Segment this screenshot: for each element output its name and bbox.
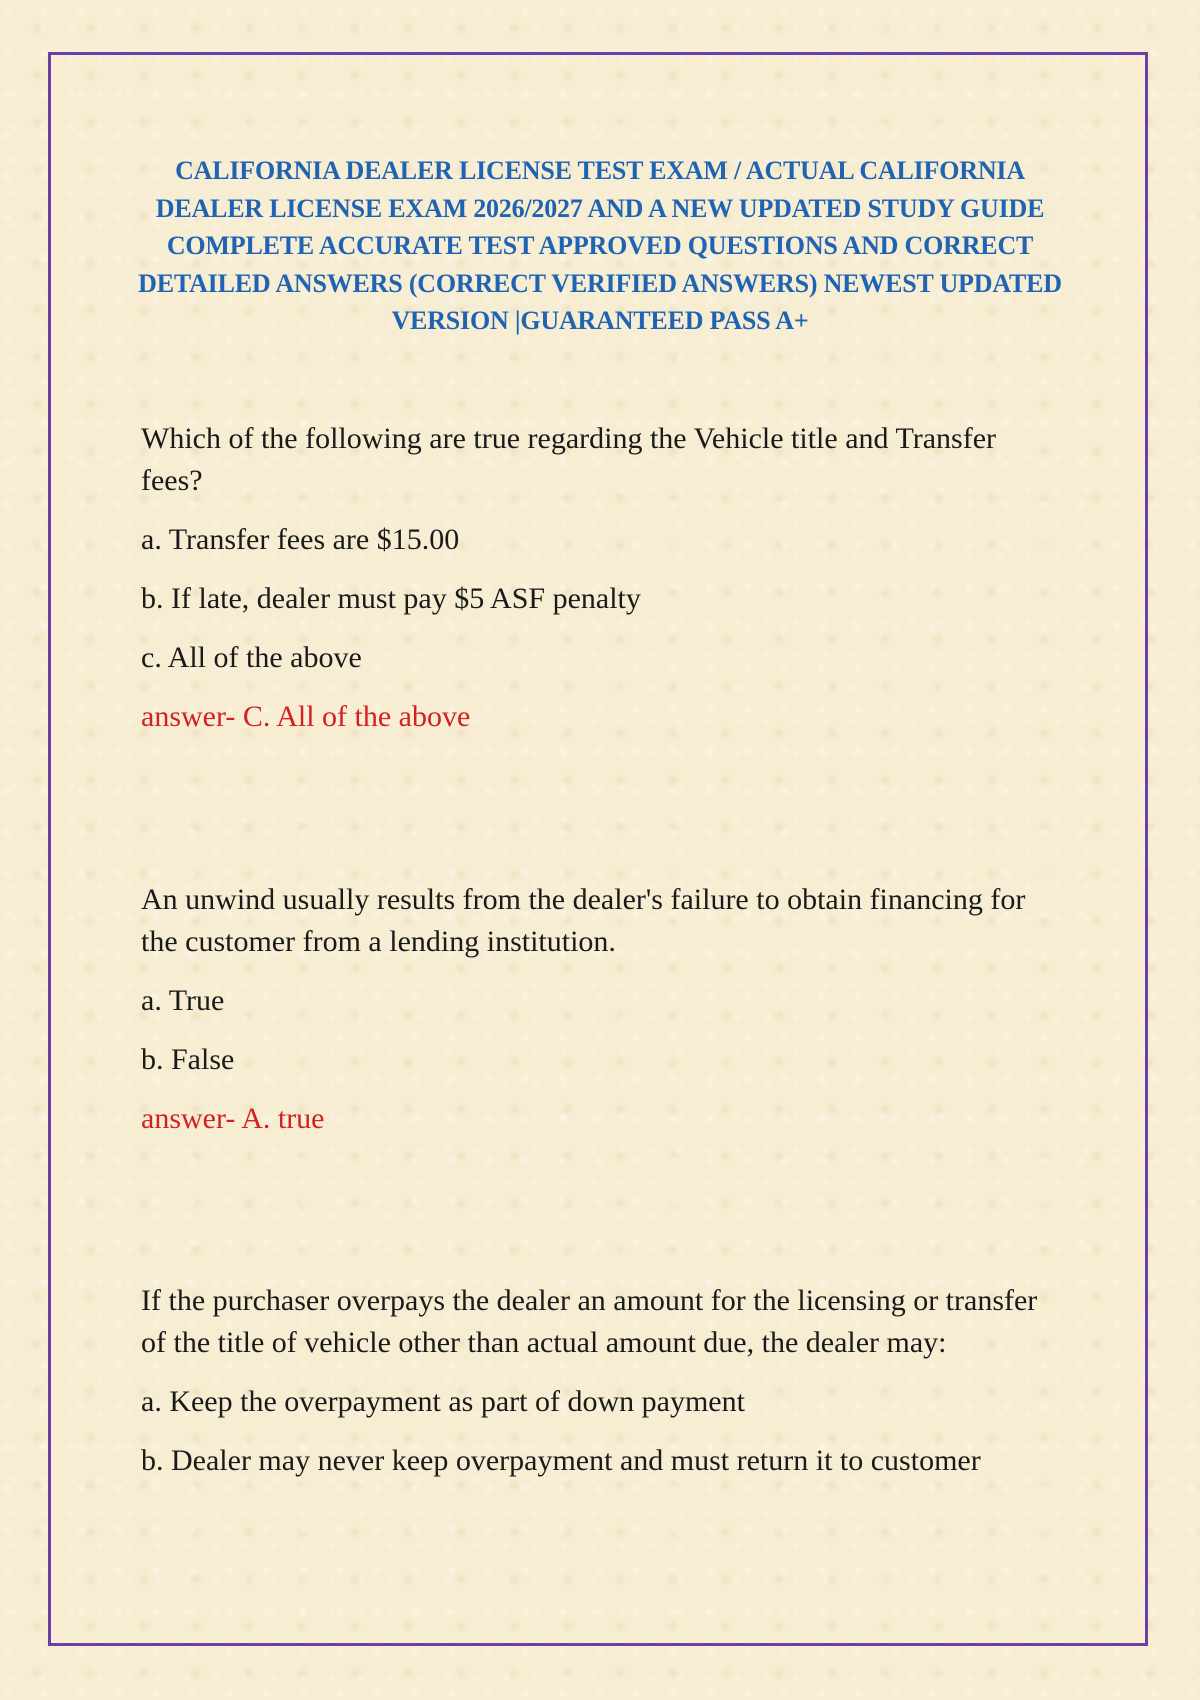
answer-option: b. Dealer may never keep overpayment and must return it to customer (141, 1444, 981, 1477)
correct-answer: answer- C. All of the above (141, 700, 471, 733)
answer-option: b. False (141, 1043, 235, 1076)
answer-option: a. Keep the overpayment as part of down payment (141, 1385, 745, 1418)
document-title: CALIFORNIA DEALER LICENSE TEST EXAM / ACTUAL CALIFORNIA DEALER LICENSE EXAM 2026/2027 AND A NEW UPDATED STUDY GUIDE COMPLETE ACCURATE TEST APPROVED QUESTIONS AND CORRECT DETAILED ANSWERS (CORRECT VERIFIED ANSWERS) NEWEST UPDATED VERSION |GUARANTEED PASS A+ (138, 156, 1062, 335)
answer-option: a. True (141, 984, 225, 1017)
question-text: Which of the following are true regarding the Vehicle title and Transfer fees? (141, 422, 997, 497)
answer-option: c. All of the above (141, 641, 362, 674)
question-block-3 (141, 1280, 1061, 1482)
correct-answer: answer- A. true (141, 1102, 325, 1135)
question-block-2 (141, 879, 1061, 1140)
answer-option: a. Transfer fees are $15.00 (141, 523, 460, 556)
question-text: An unwind usually results from the dealer's failure to obtain financing for the customer from a lending institution. (141, 883, 1026, 958)
question-block-1 (141, 418, 1061, 738)
answer-option: b. If late, dealer must pay $5 ASF penalty (141, 582, 641, 615)
question-text: If the purchaser overpays the dealer an amount for the licensing or transfer of the title of vehicle other than actual amount due, the dealer may: (141, 1284, 1038, 1359)
